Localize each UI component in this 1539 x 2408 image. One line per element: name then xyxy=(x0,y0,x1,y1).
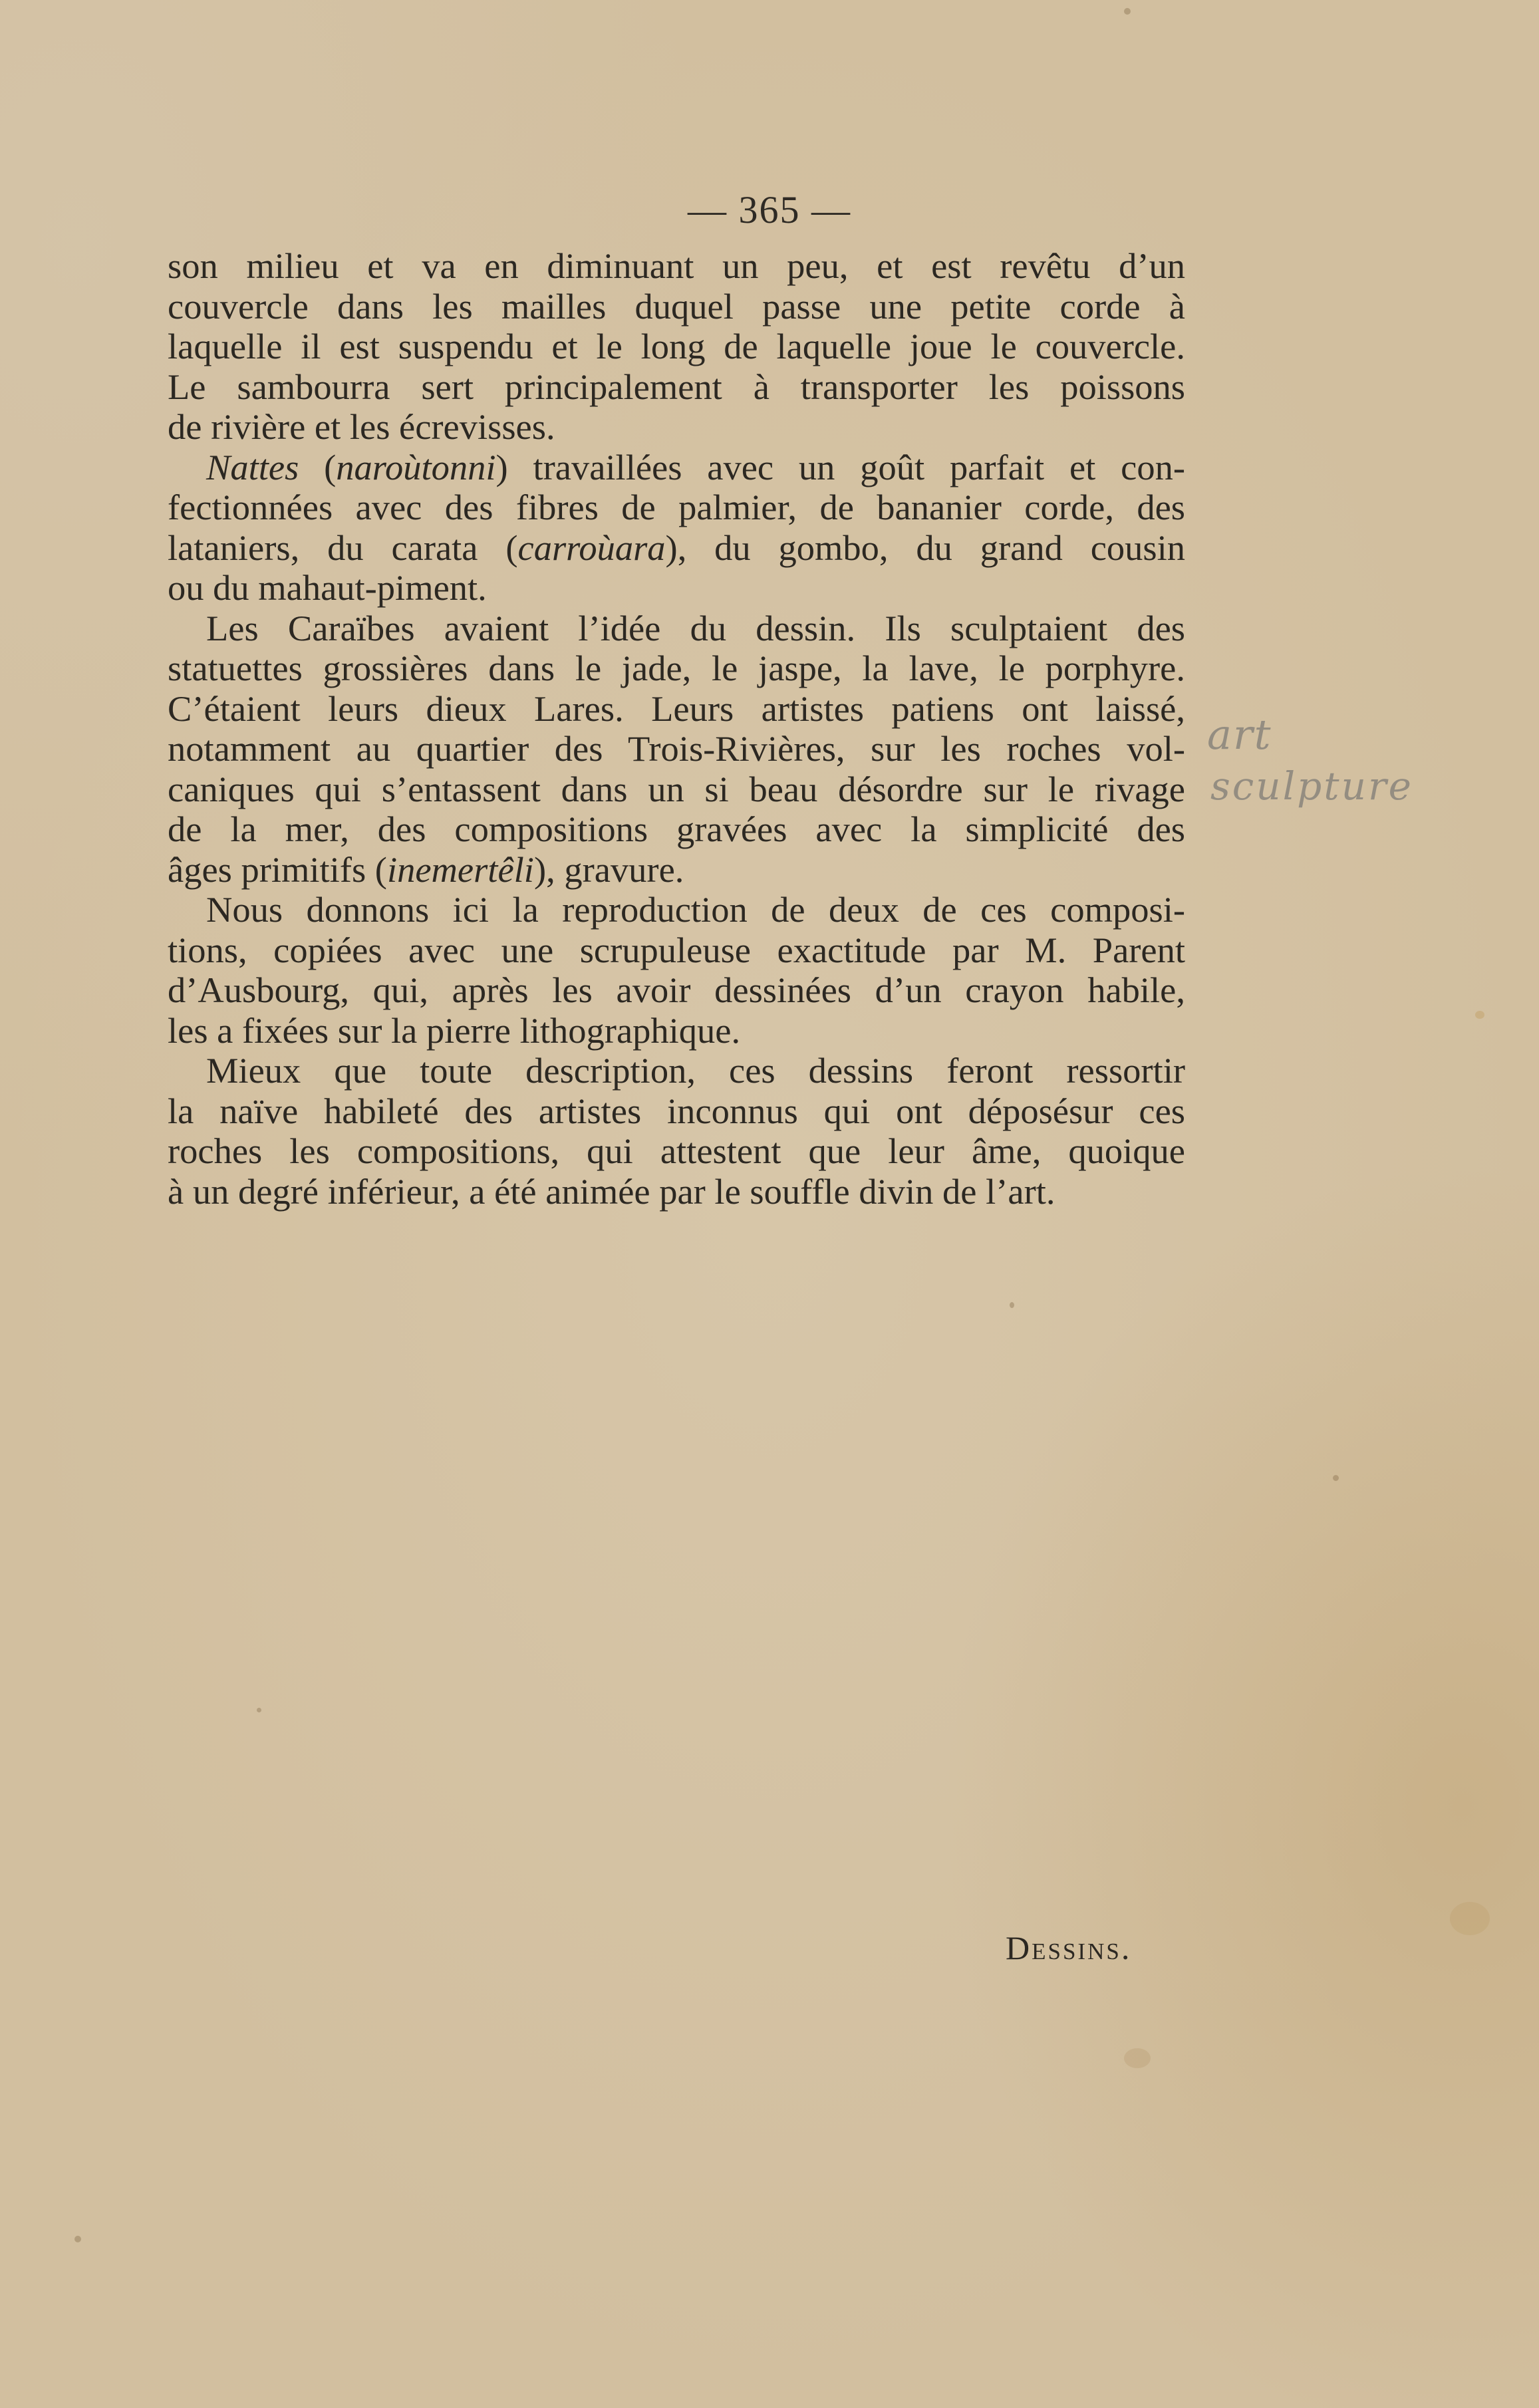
text-line: Mieux que toute description, ces dessins feront ressortir xyxy=(206,1050,1185,1091)
text-line: les a fixées sur la pierre lithographique. xyxy=(168,1009,741,1051)
caption-dessins: Dessins. xyxy=(1006,1929,1132,1966)
text-fragment: ), du gombo, du grand cousin xyxy=(665,527,1185,568)
text-line: d’Ausbourg, qui, après les avoir dessinées d’un crayon habile, xyxy=(168,970,1185,1010)
text-fragment: ) travaillées avec un goût parfait et con- xyxy=(495,446,1185,487)
text-line: roches les compositions, qui attestent que leur âme, quoique xyxy=(168,1131,1185,1171)
text-line: ou du mahaut-piment. xyxy=(168,567,487,608)
text-fragment: lataniers, du carata ( xyxy=(168,527,518,568)
paper-speck xyxy=(1124,8,1131,15)
text-line xyxy=(168,528,1185,569)
paper-speck xyxy=(1450,1902,1490,1935)
text-line: fectionnées avec des fibres de palmier, de bananier corde, des xyxy=(168,487,1185,527)
text-line xyxy=(168,448,1185,488)
text-line: couvercle dans les mailles duquel passe une petite corde à xyxy=(168,285,1185,327)
paper-speck xyxy=(257,1708,261,1712)
text-line: statuettes grossières dans le jade, le jaspe, la lave, le porphyre. xyxy=(168,648,1185,688)
italic-term: naroùtonni xyxy=(336,446,496,487)
text-fragment: ), gravure. xyxy=(533,849,684,890)
text-line xyxy=(168,850,1185,890)
text-line: C’étaient leurs dieux Lares. Leurs artistes patiens ont laissé, xyxy=(168,688,1185,729)
text-fragment: ( xyxy=(299,446,337,487)
paragraph-1 xyxy=(168,246,1185,448)
paragraph-3 xyxy=(168,608,1185,890)
page-number: — 365 — xyxy=(688,188,851,231)
italic-term: carroùara xyxy=(517,527,666,568)
paper-speck xyxy=(1010,1302,1014,1308)
italic-term: Nattes xyxy=(206,446,299,487)
text-line: à un degré inférieur, a été animée par le souffle divin de l’art. xyxy=(168,1170,1055,1212)
paragraph-5 xyxy=(168,1051,1185,1212)
paragraph-2 xyxy=(168,448,1185,608)
text-line: Nous donnons ici la reproduction de deux de ces composi- xyxy=(206,889,1185,930)
text-line: Les Caraïbes avaient l’idée du dessin. Ils sculptaient des xyxy=(206,607,1185,648)
paper-speck xyxy=(1124,2048,1151,2068)
text-line: de rivière et les écrevisses. xyxy=(168,406,555,447)
text-line: laquelle il est suspendu et le long de laquelle joue le couvercle. xyxy=(168,326,1185,366)
text-line: Le sambourra sert principalement à transporter les poissons xyxy=(168,366,1185,407)
text-line: de la mer, des compositions gravées avec la simplicité des xyxy=(168,809,1185,849)
margin-note-sculpture: sculpture xyxy=(1210,763,1413,809)
margin-note-art: art xyxy=(1207,710,1272,759)
text-line: notamment au quartier des Trois-Rivières, sur les roches vol- xyxy=(168,728,1185,769)
text-line: tions, copiées avec une scrupuleuse exactitude par M. Parent xyxy=(168,929,1185,970)
italic-term: inemertêli xyxy=(386,849,534,890)
text-line: la naïve habileté des artistes inconnus qui ont déposésur ces xyxy=(168,1090,1185,1131)
paragraph-4 xyxy=(168,890,1185,1051)
text-line: caniques qui s’entassent dans un si beau désordre sur le rivage xyxy=(168,768,1185,809)
paper-speck xyxy=(1333,1475,1339,1481)
body-text xyxy=(168,246,1185,1212)
text-fragment: âges primitifs ( xyxy=(168,849,387,890)
text-line: son milieu et va en diminuant un peu, et est revêtu d’un xyxy=(168,245,1185,286)
paper-speck xyxy=(74,2236,81,2242)
paper-speck xyxy=(1475,1011,1484,1019)
